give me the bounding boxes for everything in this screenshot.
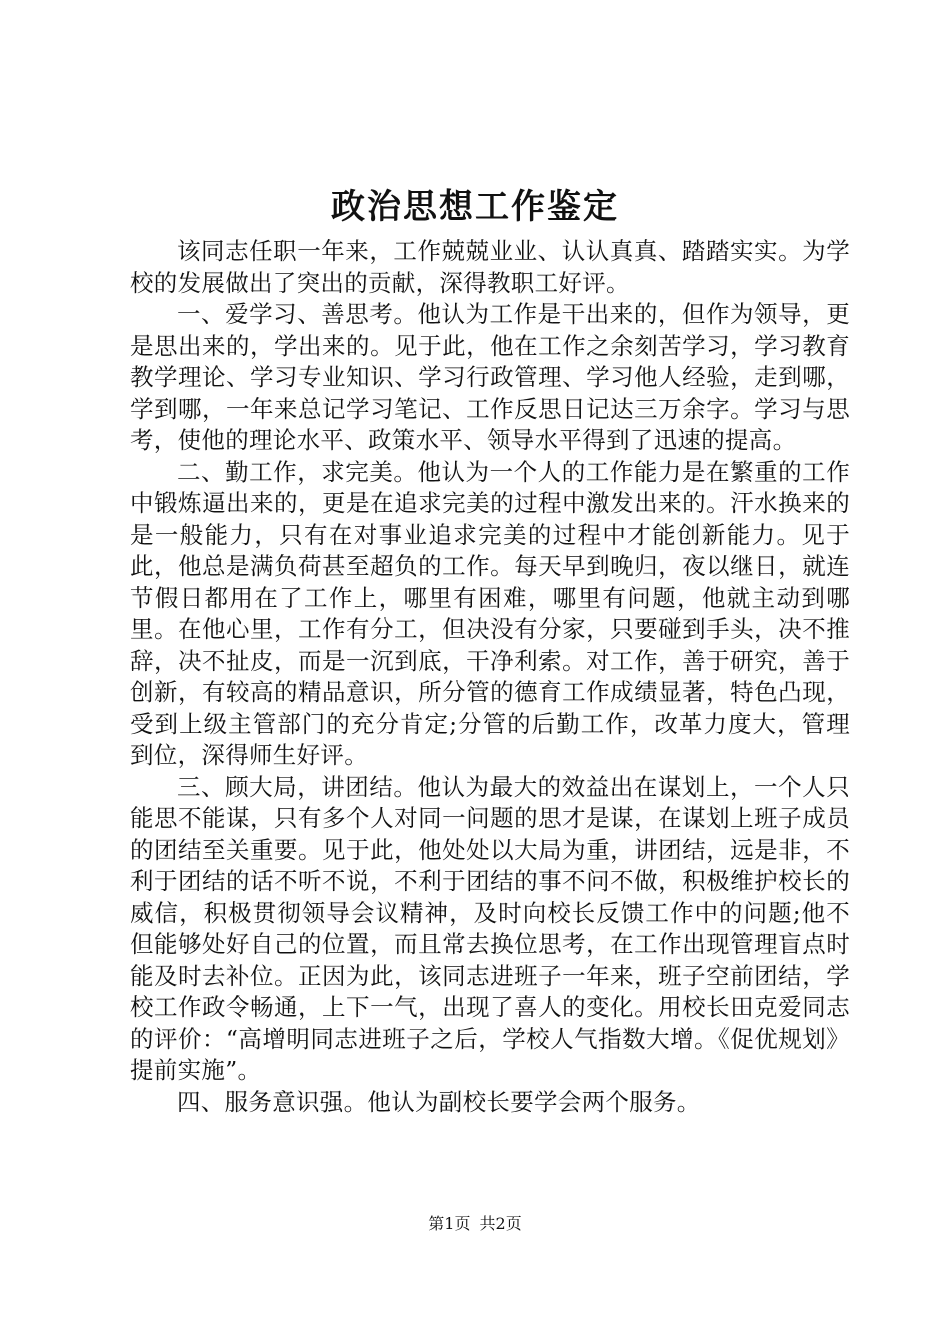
section-3-paragraph: 三、顾大局，讲团结。他认为最大的效益出在谋划上，一个人只能思不能谋，只有多个人对同一问题的思才是谋，在谋划上班子成员的团结至关重要。见于此，他处处以大局为重，讲团结，远是非，不利于团结的话不听不说，不利于团结的事不问不做，积极维护校长的威信，积极贯彻领导会议精神，及时向校长反馈工作中的问题;他不但能够处好自己的位置，而且常去换位思考，在工作出现管理盲点时能及时去补位。正因为此，该同志进班子一年来，班子空前团结，学校工作政令畅通，上下一气，出现了喜人的变化。用校长田克爱同志的评价：“高增明同志进班子之后，学校人气指数大增。《促优规划》提前实施”。 bbox=[130, 772, 850, 1084]
section-1-paragraph: 一、爱学习、善思考。他认为工作是干出来的，但作为领导，更是思出来的，学出来的。见于此，他在工作之余刻苦学习，学习教育教学理论、学习专业知识、学习行政管理、学习他人经验，走到哪，学到哪，一年来总记学习笔记、工作反思日记达三万余字。学习与思考，使他的理论水平、政策水平、领导水平得到了迅速的提高。 bbox=[130, 300, 850, 454]
intro-paragraph: 该同志任职一年来，工作兢兢业业、认认真真、踏踏实实。为学校的发展做出了突出的贡献，深得教职工好评。 bbox=[130, 237, 850, 297]
page-number: 第1页 bbox=[428, 1214, 471, 1233]
section-2-paragraph: 二、勤工作，求完美。他认为一个人的工作能力是在繁重的工作中锻炼逼出来的，更是在追求完美的过程中激发出来的。汗水换来的是一般能力，只有在对事业追求完美的过程中才能创新能力。见于此，他总是满负荷甚至超负的工作。每天早到晚归，夜以继日，就连节假日都用在了工作上，哪里有困难，哪里有问题，他就主动到哪里。在他心里，工作有分工，但决没有分家，只要碰到手头，决不推辞，决不扯皮，而是一沉到底，干净利索。对工作，善于研究，善于创新，有较高的精品意识，所分管的德育工作成绩显著，特色凸现，受到上级主管部门的充分肯定;分管的后勤工作，改革力度大，管理到位，深得师生好评。 bbox=[130, 457, 850, 769]
section-4-paragraph: 四、服务意识强。他认为副校长要学会两个服务。 bbox=[177, 1087, 701, 1116]
document-body bbox=[130, 236, 850, 1118]
page-total: 共2页 bbox=[479, 1214, 522, 1233]
document-title: 政治思想工作鉴定 bbox=[331, 187, 619, 227]
page-footer bbox=[0, 1212, 950, 1236]
